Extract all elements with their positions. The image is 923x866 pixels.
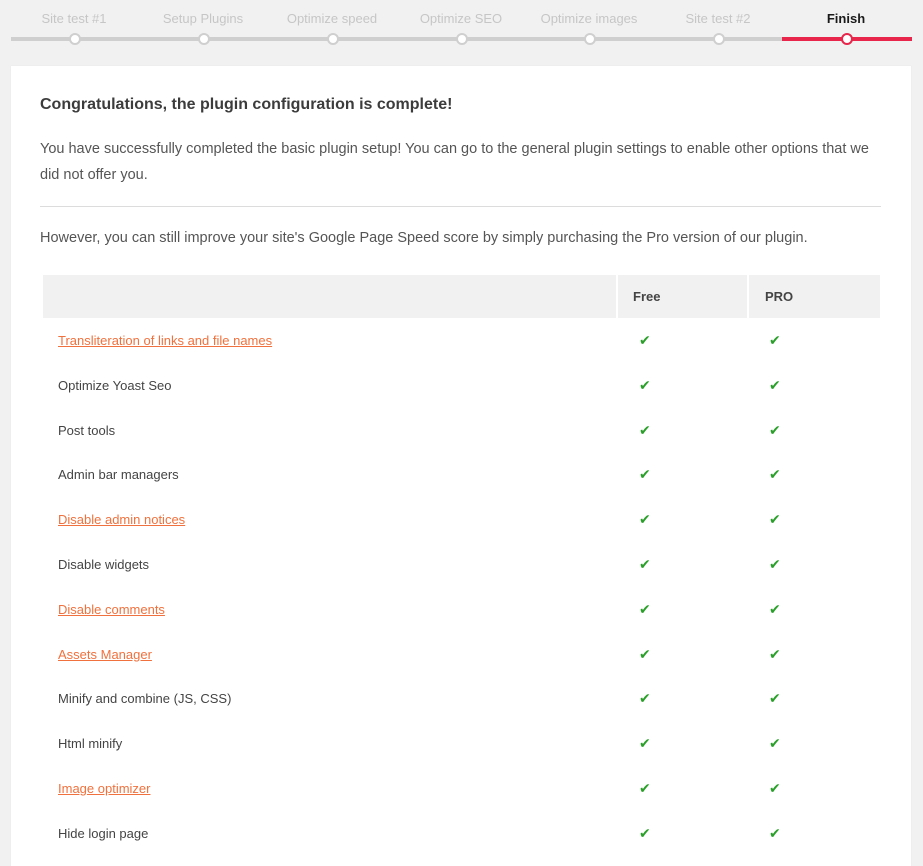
feature-link-image-optimizer[interactable]: Image optimizer <box>58 780 151 796</box>
step-dot-site-test-1 <box>69 33 81 45</box>
step-dot-finish <box>841 33 853 45</box>
header-feature <box>43 275 616 318</box>
feature-label-admin-bar-managers: Admin bar managers <box>58 467 179 483</box>
feature-label-disable-widgets: Disable widgets <box>58 556 150 572</box>
table-row <box>43 408 880 453</box>
step-site-test-1[interactable]: Site test #1 <box>41 11 107 26</box>
table-row <box>43 721 880 766</box>
header-free: Free <box>618 275 747 318</box>
check-icon: ✔ <box>769 466 781 483</box>
check-icon: ✔ <box>769 645 781 662</box>
feature-comparison-table <box>43 275 880 856</box>
step-dot-optimize-speed <box>327 33 339 45</box>
feature-label-hide-login-page: Hide login page <box>58 825 149 841</box>
feature-link-assets-manager[interactable]: Assets Manager <box>58 646 152 662</box>
check-icon: ✔ <box>769 511 781 528</box>
setup-wizard-stepper <box>0 0 923 50</box>
table-row <box>43 452 880 497</box>
feature-link-disable-comments[interactable]: Disable comments <box>58 601 165 617</box>
table-row <box>43 587 880 632</box>
table-row <box>43 632 880 677</box>
check-icon: ✔ <box>769 690 781 707</box>
feature-link-transliteration[interactable]: Transliteration of links and file names <box>58 333 273 348</box>
feature-link-disable-admin-notices[interactable]: Disable admin notices <box>58 512 186 528</box>
step-optimize-seo[interactable]: Optimize SEO <box>419 11 503 26</box>
feature-label-optimize-yoast-seo: Optimize Yoast Seo <box>58 377 172 393</box>
check-icon: ✔ <box>639 735 651 752</box>
step-dot-site-test-2 <box>713 33 725 45</box>
step-setup-plugins[interactable]: Setup Plugins <box>162 11 244 26</box>
check-icon: ✔ <box>639 511 651 528</box>
check-icon: ✔ <box>769 779 781 796</box>
check-icon: ✔ <box>639 645 651 662</box>
step-dot-setup-plugins <box>198 33 210 45</box>
intro-text: You have successfully completed the basic plugin setup! You can go to the general plugin settings to enable other options that we did not offer you. <box>40 141 869 183</box>
finish-card <box>11 66 911 866</box>
divider <box>40 206 881 207</box>
check-icon: ✔ <box>769 824 781 841</box>
step-optimize-speed[interactable]: Optimize speed <box>286 11 378 26</box>
check-icon: ✔ <box>639 466 651 483</box>
step-optimize-images[interactable]: Optimize images <box>540 11 638 26</box>
table-row <box>43 766 880 811</box>
step-finish[interactable]: Finish <box>826 11 866 26</box>
step-dot-optimize-images <box>584 33 596 45</box>
check-icon: ✔ <box>769 376 781 393</box>
check-icon: ✔ <box>639 690 651 707</box>
check-icon: ✔ <box>639 555 651 572</box>
check-icon: ✔ <box>769 555 781 572</box>
header-pro: PRO <box>749 275 880 318</box>
feature-label-html-minify: Html minify <box>58 736 123 752</box>
check-icon: ✔ <box>639 421 651 438</box>
check-icon: ✔ <box>639 600 651 617</box>
table-header <box>43 275 880 318</box>
check-icon: ✔ <box>769 421 781 438</box>
check-icon: ✔ <box>639 376 651 393</box>
step-site-test-2[interactable]: Site test #2 <box>685 11 751 26</box>
check-icon: ✔ <box>639 824 651 841</box>
check-icon: ✔ <box>769 735 781 752</box>
check-icon: ✔ <box>769 600 781 617</box>
step-dot-optimize-seo <box>456 33 468 45</box>
table-row <box>43 497 880 542</box>
table-row <box>43 542 880 587</box>
table-row <box>43 363 880 408</box>
check-icon: ✔ <box>769 332 781 348</box>
check-icon: ✔ <box>639 779 651 796</box>
check-icon: ✔ <box>639 332 651 348</box>
table-row <box>43 318 880 363</box>
feature-label-post-tools: Post tools <box>58 422 116 438</box>
table-row <box>43 676 880 721</box>
pro-upsell-text: However, you can still improve your site's Google Page Speed score by simply purchasing the Pro version of our plugin. <box>40 230 808 246</box>
page-title: Congratulations, the plugin configuration is complete! <box>40 96 453 113</box>
feature-label-minify-and-combine: Minify and combine (JS, CSS) <box>58 691 232 707</box>
